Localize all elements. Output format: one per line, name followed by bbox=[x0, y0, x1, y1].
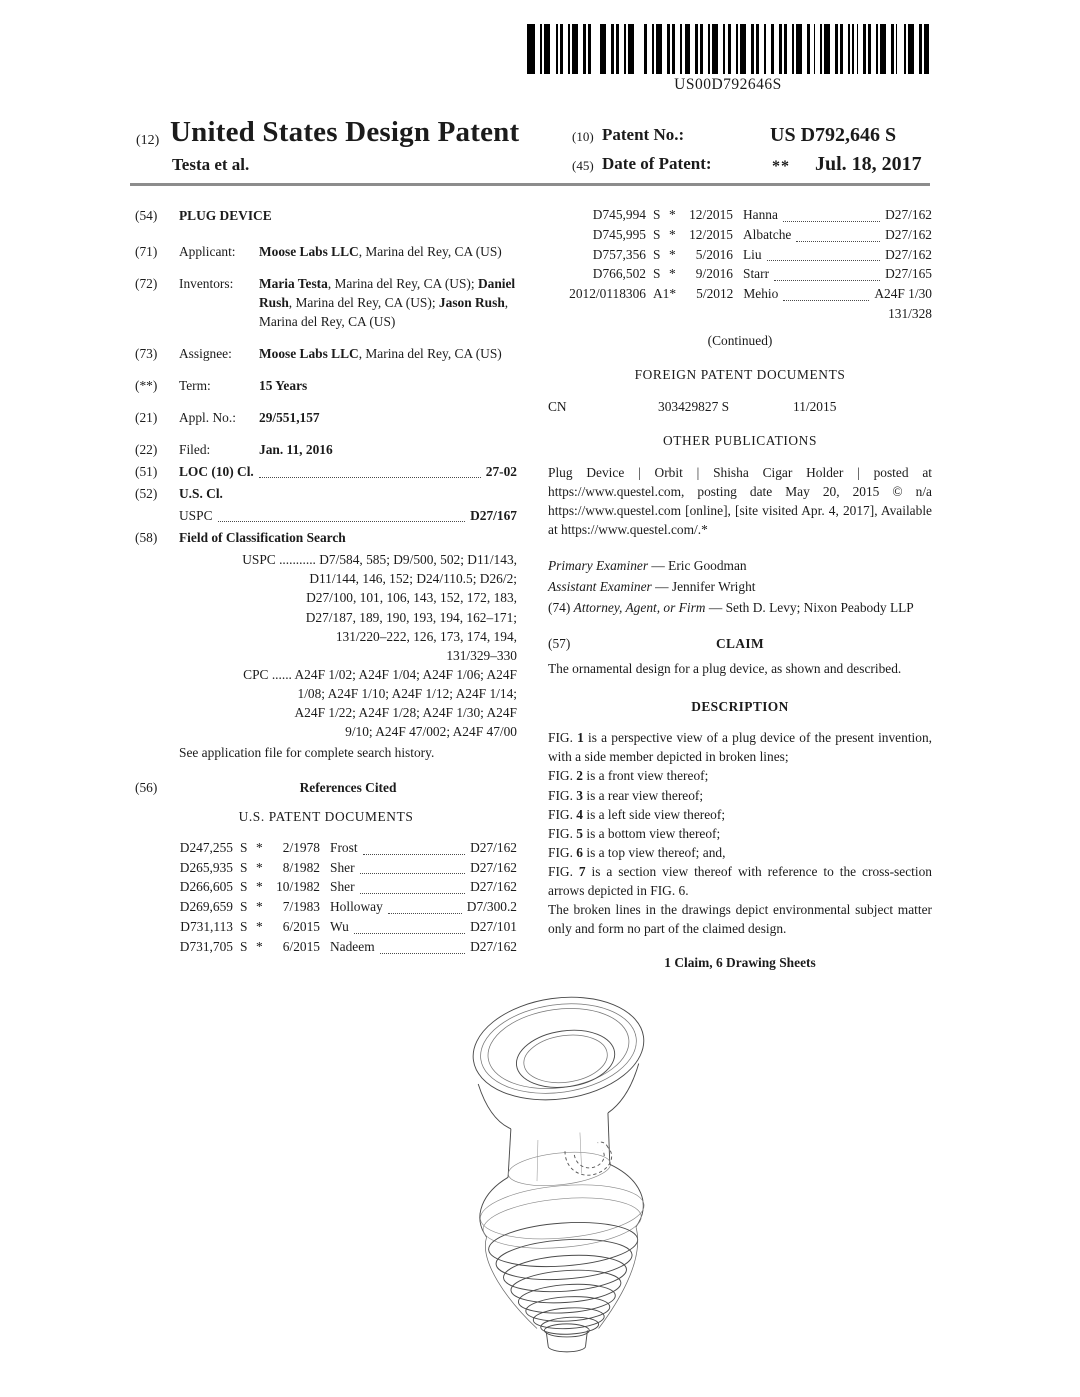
uspc-search-line: D11/144, 146, 152; D24/110.5; D26/2; bbox=[309, 571, 517, 587]
inid-54: (54) bbox=[135, 208, 158, 223]
reference-row bbox=[135, 858, 517, 878]
fig-number: 3 bbox=[576, 787, 583, 803]
ref-name: Holloway bbox=[330, 899, 383, 915]
ref-class: D27/162 bbox=[470, 839, 517, 855]
left-column bbox=[135, 206, 517, 957]
assignee-address: , Marina del Rey, CA (US) bbox=[358, 346, 502, 362]
dot-leader bbox=[774, 280, 880, 281]
references-cited-row bbox=[135, 778, 517, 797]
ref-kind: A1 bbox=[653, 286, 670, 302]
inventors-value bbox=[259, 274, 517, 331]
invention-title: PLUG DEVICE bbox=[179, 208, 272, 223]
patent-number: US D792,646 S bbox=[770, 124, 897, 146]
ref-class: D27/165 bbox=[885, 266, 932, 282]
uspc-search-line: 131/329–330 bbox=[446, 647, 517, 663]
filed-row bbox=[135, 440, 517, 459]
dot-leader bbox=[218, 521, 466, 522]
ref-star: * bbox=[256, 919, 263, 935]
ref-number: D247,255 bbox=[179, 839, 233, 855]
primary-examiner-name: Eric Goodman bbox=[668, 558, 747, 574]
inventor-name: Daniel Rush bbox=[259, 276, 516, 311]
ref-name: Nadeem bbox=[330, 938, 375, 954]
reference-row bbox=[135, 877, 517, 897]
ref-star: * bbox=[256, 899, 263, 915]
claim-title: CLAIM bbox=[715, 636, 765, 652]
fig-number: 5 bbox=[576, 825, 583, 841]
reference-row bbox=[548, 245, 932, 265]
loc-label: LOC (10) Cl. bbox=[179, 464, 254, 480]
ref-number: D757,356 bbox=[592, 246, 646, 262]
application-number-row bbox=[135, 408, 517, 427]
ref-class: D7/300.2 bbox=[466, 899, 517, 915]
ref-star: * bbox=[256, 859, 263, 875]
inventors-row bbox=[135, 274, 517, 331]
dot-leader bbox=[360, 873, 466, 874]
fig-word: FIG. bbox=[548, 844, 573, 860]
ref-star: * bbox=[669, 246, 676, 262]
separator: — bbox=[651, 579, 672, 595]
term-value: 15 Years bbox=[259, 378, 308, 394]
reference-row bbox=[548, 264, 932, 284]
ref-kind: S bbox=[240, 899, 248, 915]
spacer bbox=[135, 506, 179, 525]
inventor-name: Jason Rush bbox=[438, 295, 505, 311]
ref-star: * bbox=[669, 226, 676, 242]
foreign-country: CN bbox=[548, 399, 567, 415]
primary-examiner-line bbox=[548, 556, 932, 575]
ref-date: 5/2012 bbox=[696, 286, 734, 302]
ref-date: 9/2016 bbox=[695, 266, 733, 282]
date-inid: (45) bbox=[572, 158, 594, 173]
uspc-search-lines bbox=[179, 550, 517, 664]
ref-name: Sher bbox=[330, 879, 355, 895]
inid-22: (22) bbox=[135, 442, 158, 458]
us-patent-documents-title: U.S. PATENT DOCUMENTS bbox=[238, 808, 414, 824]
ref-star: * bbox=[256, 938, 263, 954]
cpc-search-line: 9/10; A24F 47/002; A24F 47/00 bbox=[345, 723, 517, 739]
us-class-row bbox=[135, 484, 517, 503]
ref-number: D269,659 bbox=[179, 899, 233, 915]
ref-number: D766,502 bbox=[592, 266, 646, 282]
fig-text: is a section view thereof with reference to the cross-section arrows depicted in FIG. 6. bbox=[548, 863, 932, 898]
figure-description-line bbox=[548, 862, 932, 900]
inventor-address: , Marina del Rey, CA (US) bbox=[259, 295, 509, 330]
kind-code: (12) bbox=[136, 133, 160, 148]
appl-no-value: 29/551,157 bbox=[259, 410, 320, 426]
applicant-row bbox=[135, 242, 517, 261]
fig-number: 4 bbox=[576, 806, 583, 822]
us-references-table bbox=[135, 838, 517, 957]
uspc-line bbox=[179, 506, 517, 525]
loc-class-row bbox=[135, 462, 517, 481]
ref-kind: S bbox=[653, 266, 661, 282]
reference-row bbox=[135, 838, 517, 858]
figure-description-line bbox=[548, 805, 932, 824]
ref-date: 6/2015 bbox=[282, 919, 320, 935]
date-label: Date of Patent: bbox=[602, 154, 712, 173]
ref-date: 12/2015 bbox=[689, 226, 733, 242]
inventor-short-name: Testa et al. bbox=[172, 155, 250, 174]
inid-72: (72) bbox=[135, 276, 158, 292]
assignee-name: Moose Labs LLC bbox=[259, 346, 359, 362]
fig-text: is a front view thereof; bbox=[586, 768, 709, 784]
foreign-reference-row bbox=[548, 397, 932, 416]
dot-leader bbox=[783, 221, 880, 222]
applicant-name: Moose Labs LLC bbox=[259, 244, 359, 260]
ref-class: D27/101 bbox=[470, 919, 517, 935]
fig-word: FIG. bbox=[548, 787, 573, 803]
patent-date: Jul. 18, 2017 bbox=[815, 153, 922, 175]
cpc-search-line: A24F 1/22; A24F 1/28; A24F 1/30; A24F bbox=[294, 704, 517, 720]
primary-examiner-label: Primary Examiner bbox=[548, 558, 649, 574]
filed-value: Jan. 11, 2016 bbox=[259, 442, 333, 458]
field-search-row bbox=[135, 528, 517, 547]
dot-leader bbox=[380, 953, 466, 954]
cpc-search-lines bbox=[179, 665, 517, 741]
fig-word: FIG. bbox=[548, 730, 573, 746]
appl-no-label: Appl. No.: bbox=[179, 410, 236, 426]
ref-kind: S bbox=[240, 859, 248, 875]
applicant-label: Applicant: bbox=[179, 244, 236, 260]
inid-73: (73) bbox=[135, 346, 158, 362]
references-cited-title: References Cited bbox=[299, 779, 397, 795]
invention-title-row bbox=[135, 206, 517, 225]
other-publications-text: Plug Device | Orbit | Shisha Cigar Holder | posted at https://www.questel.com, posting date May 20, 2015 © n/a https://www.questel.com [online], [site visited Apr. 4, 2017], Available at https://www.questel.com/.* bbox=[548, 465, 932, 538]
dot-leader bbox=[354, 933, 465, 934]
fig-text: is a left side view thereof; bbox=[586, 806, 726, 822]
fig-text: is a top view thereof; and, bbox=[586, 844, 726, 860]
cpc-search-line: CPC ...... A24F 1/02; A24F 1/04; A24F 1/06; A24F bbox=[243, 666, 517, 682]
ref-number: D266,605 bbox=[179, 879, 233, 895]
right-column bbox=[548, 205, 932, 972]
reference-row bbox=[548, 284, 932, 324]
figure-description-line bbox=[548, 786, 932, 805]
barcode-number: US00D792646S bbox=[674, 76, 782, 93]
ref-name: Liu bbox=[743, 246, 762, 262]
broken-lines-note: The broken lines in the drawings depict environmental subject matter only and form no part of the claimed design. bbox=[548, 901, 932, 936]
ref-name: Sher bbox=[330, 859, 355, 875]
ref-date: 12/2015 bbox=[689, 207, 733, 222]
patent-no-label: Patent No.: bbox=[602, 125, 685, 144]
term-label: Term: bbox=[179, 378, 211, 394]
uspc-search-line: USPC ........... D7/584, 585; D9/500, 502; D11/143, bbox=[242, 552, 517, 568]
uspc-value: D27/167 bbox=[470, 508, 517, 524]
ref-class-continued: 131/328 bbox=[888, 306, 932, 322]
assignee-label: Assignee: bbox=[179, 346, 232, 362]
ref-star: * bbox=[669, 286, 677, 302]
loc-value: 27-02 bbox=[485, 464, 517, 480]
inid-57: (57) bbox=[548, 636, 571, 652]
fig-number: 2 bbox=[576, 768, 583, 784]
foreign-number: 303429827 S bbox=[658, 399, 730, 415]
uspc-label: USPC bbox=[179, 508, 213, 524]
ref-kind: S bbox=[240, 938, 248, 954]
ref-name: Hanna bbox=[743, 207, 778, 222]
ref-kind: S bbox=[240, 839, 248, 855]
ref-number: D731,113 bbox=[180, 919, 233, 935]
ref-number: D731,705 bbox=[179, 938, 233, 954]
assignee-row bbox=[135, 344, 517, 363]
uspc-search-line: 131/220–222, 126, 173, 174, 194, bbox=[335, 628, 517, 644]
fig-text: is a bottom view thereof; bbox=[586, 825, 721, 841]
ref-kind: S bbox=[240, 919, 248, 935]
inid-52: (52) bbox=[135, 486, 158, 502]
ref-date: 5/2016 bbox=[695, 246, 733, 262]
ref-kind: S bbox=[653, 207, 661, 222]
inid-56: (56) bbox=[135, 779, 158, 795]
dot-leader bbox=[360, 893, 466, 894]
uspc-row bbox=[135, 506, 517, 525]
ref-number: D265,935 bbox=[179, 859, 233, 875]
inid-74: (74) bbox=[548, 600, 571, 616]
ref-class: D27/162 bbox=[470, 859, 517, 875]
ref-class: D27/162 bbox=[470, 938, 517, 954]
ref-name: Starr bbox=[743, 266, 770, 282]
reference-row bbox=[135, 917, 517, 937]
continued-note: (Continued) bbox=[707, 332, 773, 348]
figure-description-line bbox=[548, 843, 932, 862]
fig-word: FIG. bbox=[548, 806, 573, 822]
uspc-search-line: D27/187, 189, 190, 193, 194, 162–171; bbox=[305, 609, 517, 625]
fig-number: 6 bbox=[576, 844, 583, 860]
figure-perspective-drawing bbox=[425, 972, 705, 1364]
cpc-search-line: 1/08; A24F 1/10; A24F 1/12; A24F 1/14; bbox=[297, 685, 517, 701]
field-search-label: Field of Classification Search bbox=[179, 530, 346, 546]
reference-row bbox=[135, 937, 517, 957]
uspc-search-line: D27/100, 101, 106, 143, 152, 172, 183, bbox=[306, 590, 517, 606]
ref-class: D27/162 bbox=[885, 207, 932, 222]
fig-word: FIG. bbox=[548, 825, 573, 841]
ref-number: D745,995 bbox=[592, 226, 646, 242]
applicant-value bbox=[259, 242, 517, 261]
ref-star: * bbox=[669, 266, 676, 282]
attorney-name: Seth D. Levy; Nixon Peabody LLP bbox=[725, 600, 914, 616]
ref-date: 8/1982 bbox=[282, 859, 320, 875]
plug-device-drawing bbox=[425, 972, 705, 1364]
inid-58: (58) bbox=[135, 530, 158, 546]
assignee-value bbox=[259, 344, 517, 363]
dot-leader bbox=[363, 854, 466, 855]
claim-text: The ornamental design for a plug device, as shown and described. bbox=[548, 661, 902, 677]
separator: — bbox=[648, 558, 669, 574]
ref-date: 6/2015 bbox=[282, 938, 320, 954]
reference-row bbox=[548, 205, 932, 225]
assistant-examiner-name: Jennifer Wright bbox=[671, 579, 756, 595]
ref-star: * bbox=[256, 879, 263, 895]
assistant-examiner-line bbox=[548, 577, 932, 596]
foreign-date: 11/2015 bbox=[793, 399, 837, 415]
ref-star: * bbox=[256, 839, 263, 855]
inid-71: (71) bbox=[135, 244, 158, 260]
other-publications-title: OTHER PUBLICATIONS bbox=[662, 433, 817, 449]
dot-leader bbox=[259, 477, 481, 478]
reference-row bbox=[548, 225, 932, 245]
inid-term: (**) bbox=[135, 378, 158, 394]
ref-kind: S bbox=[240, 879, 248, 895]
inventor-address: , Marina del Rey, CA (US); bbox=[327, 276, 478, 292]
ref-name: Wu bbox=[330, 919, 349, 935]
figure-descriptions bbox=[548, 728, 932, 899]
claims-sheets-note: 1 Claim, 6 Drawing Sheets bbox=[664, 954, 816, 970]
description-title: DESCRIPTION bbox=[691, 699, 789, 715]
reference-row bbox=[135, 897, 517, 917]
fig-number: 7 bbox=[578, 863, 586, 879]
figure-description-line bbox=[548, 766, 932, 785]
ref-kind: S bbox=[653, 226, 661, 242]
dot-leader bbox=[388, 913, 462, 914]
assistant-examiner-label: Assistant Examiner bbox=[548, 579, 652, 595]
barcode bbox=[527, 24, 929, 74]
fig-number: 1 bbox=[577, 730, 584, 746]
loc-class-line bbox=[179, 462, 517, 481]
ref-number: 2012/0118306 bbox=[569, 286, 646, 302]
fig-word: FIG. bbox=[548, 768, 573, 784]
attorney-line bbox=[548, 598, 932, 617]
ref-name: Frost bbox=[330, 839, 358, 855]
ref-class: D27/162 bbox=[470, 879, 517, 895]
fig-word: FIG. bbox=[548, 863, 573, 879]
separator: — bbox=[705, 600, 726, 616]
inid-51: (51) bbox=[135, 464, 158, 480]
fig-text: is a perspective view of a plug device of the present invention, with a side member depicted in broken lines; bbox=[548, 730, 932, 765]
fig-text: is a rear view thereof; bbox=[586, 787, 704, 803]
ref-name: Mehio bbox=[743, 286, 779, 302]
ref-class: D27/162 bbox=[885, 246, 932, 262]
ref-date: 7/1983 bbox=[282, 899, 320, 915]
ref-name: Albatche bbox=[743, 226, 792, 242]
foreign-patent-documents-title: FOREIGN PATENT DOCUMENTS bbox=[634, 367, 846, 382]
dot-leader bbox=[767, 260, 881, 261]
filed-label: Filed: bbox=[179, 442, 211, 458]
inventors-label: Inventors: bbox=[179, 276, 234, 292]
applicant-address: , Marina del Rey, CA (US) bbox=[358, 244, 502, 260]
inventor-name: Maria Testa bbox=[259, 276, 328, 292]
dot-leader bbox=[796, 241, 880, 242]
figure-description-line bbox=[548, 728, 932, 766]
us-cl-label: U.S. Cl. bbox=[179, 486, 223, 502]
inventor-address: , Marina del Rey, CA (US); bbox=[288, 295, 439, 311]
ref-date: 2/1978 bbox=[282, 839, 320, 855]
term-row bbox=[135, 376, 517, 395]
dot-leader bbox=[783, 300, 869, 301]
ref-class: D27/162 bbox=[885, 226, 932, 242]
attorney-label: Attorney, Agent, or Firm bbox=[573, 600, 706, 616]
figure-description-line bbox=[548, 824, 932, 843]
us-references-table-continued bbox=[548, 205, 932, 324]
claim-heading bbox=[548, 634, 932, 653]
document-title: United States Design Patent bbox=[170, 116, 520, 148]
ref-date: 10/1982 bbox=[276, 879, 320, 895]
ref-kind: S bbox=[653, 246, 661, 262]
header-divider bbox=[130, 183, 930, 186]
foreign-references-table bbox=[548, 397, 932, 416]
ref-number: D745,994 bbox=[592, 207, 646, 222]
inid-21: (21) bbox=[135, 410, 158, 426]
search-history-note: See application file for complete search history. bbox=[179, 744, 435, 760]
ref-star: * bbox=[669, 207, 676, 222]
patent-no-inid: (10) bbox=[572, 129, 594, 144]
ref-class: A24F 1/30 bbox=[874, 286, 932, 302]
term-extension-stars: ** bbox=[772, 158, 790, 175]
